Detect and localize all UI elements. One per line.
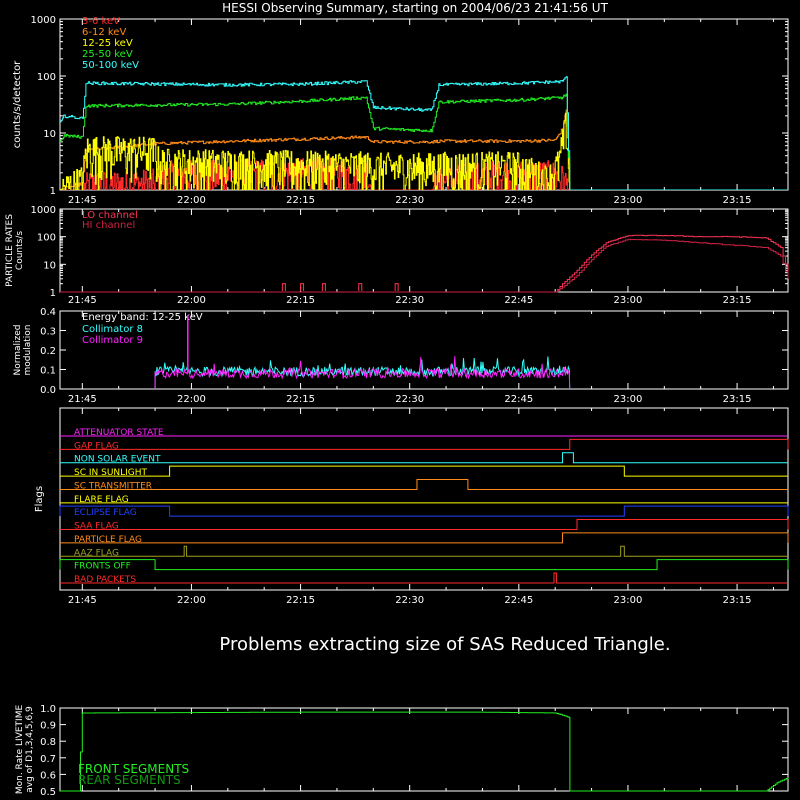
flags-x-tick-label: 22:45 bbox=[504, 595, 534, 606]
sas-message: Problems extracting size of SAS Reduced Triangle. bbox=[219, 634, 671, 655]
flag-label-1: GAP FLAG bbox=[74, 441, 119, 452]
flags-x-tick-label: 22:15 bbox=[286, 595, 315, 606]
modulation-legend-1: Collimator 9 bbox=[82, 335, 143, 346]
count-rates-legend-1: 6-12 keV bbox=[82, 27, 127, 38]
count-rates-x-tick-label: 22:30 bbox=[395, 195, 425, 206]
flags-x-tick-label: 22:00 bbox=[177, 595, 206, 606]
count-rates-ylabel: counts/s/detector bbox=[12, 60, 23, 149]
count-rates-y-tick-label: 1000 bbox=[30, 15, 56, 26]
main-title: HESSI Observing Summary, starting on 2004/06/23 21:41:56 UT bbox=[222, 1, 608, 15]
particle-rates-x-tick-label: 22:15 bbox=[286, 295, 315, 306]
flags-x-tick-label: 23:15 bbox=[722, 595, 752, 606]
livetime-ylabel-2: avg of D1,3,4,5,6,9 bbox=[25, 706, 35, 793]
modulation-y-tick-label: 0.1 bbox=[40, 365, 56, 377]
flags-x-tick-label: 21:45 bbox=[67, 595, 97, 606]
livetime-y-tick-label: 0.8 bbox=[40, 737, 56, 749]
count-rates-y-tick-label: 10 bbox=[43, 129, 56, 140]
particle-rates-x-tick-label: 22:30 bbox=[395, 295, 425, 306]
particle-rates-x-tick-label: 23:15 bbox=[722, 295, 752, 306]
flag-label-7: SAA FLAG bbox=[74, 521, 119, 532]
modulation-x-tick-label: 22:00 bbox=[177, 394, 206, 405]
count-rates-x-tick-label: 22:45 bbox=[504, 195, 534, 206]
count-rates-legend-3: 25-50 keV bbox=[82, 49, 133, 60]
particle-rates-y-tick-label: 1000 bbox=[30, 205, 56, 216]
particle-rates-y-tick-label: 10 bbox=[43, 260, 56, 272]
modulation-x-tick-label: 22:15 bbox=[286, 394, 315, 405]
particle-rates-ylabel-1: PARTICLE RATES bbox=[5, 214, 15, 287]
modulation-x-tick-label: 21:45 bbox=[67, 394, 97, 405]
modulation-y-tick-label: 0.0 bbox=[40, 385, 56, 396]
flags-ylabel: Flags bbox=[34, 485, 45, 513]
particle-rates-x-tick-label: 23:00 bbox=[613, 295, 643, 306]
count-rates-y-tick-label: 100 bbox=[36, 72, 56, 83]
modulation-legend-0: Collimator 8 bbox=[82, 324, 143, 335]
flag-label-8: PARTICLE FLAG bbox=[74, 534, 142, 545]
livetime-y-tick-label: 0.5 bbox=[40, 787, 56, 798]
livetime-y-tick-label: 0.9 bbox=[40, 720, 56, 732]
particle-rates-x-tick-label: 22:45 bbox=[504, 295, 534, 306]
particle-rates-legend-0: LO channel bbox=[82, 210, 138, 221]
flag-label-6: ECLIPSE FLAG bbox=[74, 508, 137, 519]
count-rates-legend-4: 50-100 keV bbox=[82, 60, 140, 71]
particle-rates-x-tick-label: 22:00 bbox=[177, 295, 206, 306]
count-rates-legend-0: 3-6 keV bbox=[82, 16, 120, 27]
modulation-x-tick-label: 23:00 bbox=[613, 394, 643, 405]
particle-rates-x-tick-label: 21:45 bbox=[67, 295, 97, 306]
livetime-legend-1: REAR SEGMENTS bbox=[78, 773, 181, 787]
count-rates-x-tick-label: 23:00 bbox=[613, 195, 643, 206]
modulation-y-tick-label: 0.4 bbox=[40, 307, 56, 318]
flag-label-3: SC IN SUNLIGHT bbox=[74, 468, 148, 479]
particle-rates-y-tick-label: 1 bbox=[49, 288, 56, 299]
count-rates-x-tick-label: 21:45 bbox=[67, 195, 97, 206]
particle-rates-y-tick-label: 100 bbox=[36, 232, 56, 244]
flag-label-4: SC TRANSMITTER bbox=[74, 481, 153, 492]
modulation-ylabel-1: Normalized bbox=[13, 324, 23, 376]
modulation-y-tick-label: 0.3 bbox=[40, 326, 56, 338]
modulation-annotation: Energy band: 12-25 keV bbox=[82, 312, 203, 323]
flags-x-tick-label: 23:00 bbox=[613, 595, 643, 606]
modulation-x-tick-label: 22:30 bbox=[395, 394, 425, 405]
flags-x-tick-label: 22:30 bbox=[395, 595, 425, 606]
livetime-legend-0: FRONT SEGMENTS bbox=[78, 762, 190, 776]
count-rates-legend-2: 12-25 keV bbox=[82, 38, 133, 49]
flag-label-5: FLARE FLAG bbox=[74, 494, 129, 505]
livetime-y-tick-label: 0.6 bbox=[40, 770, 56, 782]
count-rates-x-tick-label: 22:00 bbox=[177, 195, 206, 206]
modulation-ylabel-2: modulation bbox=[23, 324, 33, 376]
count-rates-x-tick-label: 22:15 bbox=[286, 195, 315, 206]
modulation-x-tick-label: 23:15 bbox=[722, 394, 752, 405]
flag-label-11: BAD PACKETS bbox=[74, 575, 137, 585]
livetime-y-tick-label: 0.7 bbox=[40, 753, 56, 765]
flag-label-2: NON SOLAR EVENT bbox=[74, 454, 161, 465]
count-rates-y-tick-label: 1 bbox=[49, 186, 56, 197]
modulation-y-tick-label: 0.2 bbox=[40, 346, 56, 357]
particle-rates-ylabel-2: Counts/s bbox=[15, 230, 25, 271]
flag-label-9: AAZ FLAG bbox=[74, 548, 119, 559]
particle-rates-legend-1: HI channel bbox=[82, 220, 136, 231]
livetime-ylabel-1: Mon. Rate LIVETIME bbox=[15, 704, 25, 795]
flag-label-0: ATTENUATOR STATE bbox=[74, 428, 164, 438]
count-rates-x-tick-label: 23:15 bbox=[722, 195, 752, 206]
flag-label-10: FRONTS OFF bbox=[74, 561, 131, 572]
modulation-x-tick-label: 22:45 bbox=[504, 394, 534, 405]
livetime-y-tick-label: 1.0 bbox=[40, 704, 56, 715]
